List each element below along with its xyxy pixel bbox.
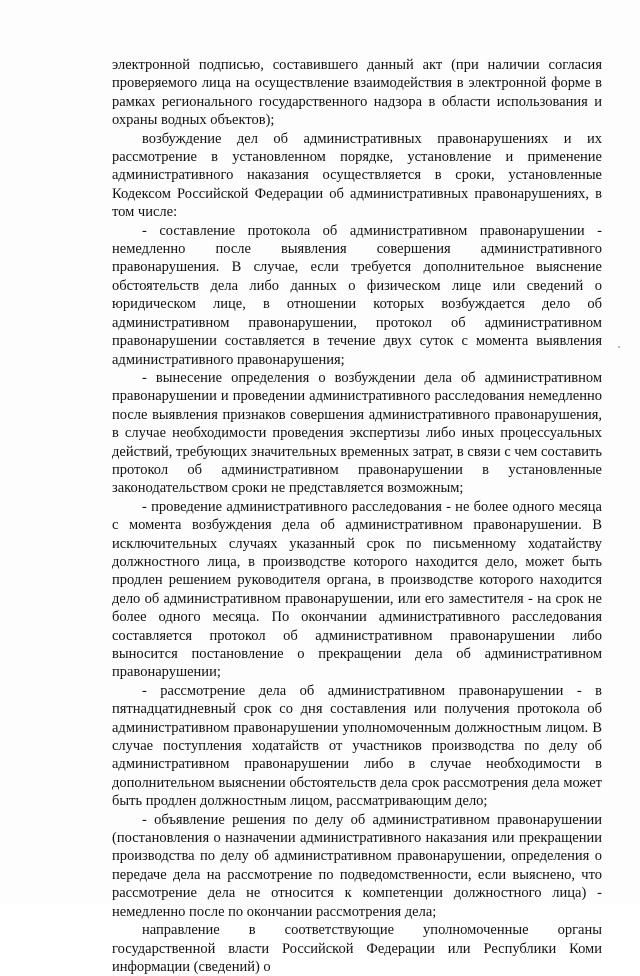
paragraph: - проведение административного расследования - не более одного месяца с момента возбуждения дела об административном правонарушении. В исключительных случаях указанный срок по письменному ходатайству должностного лица, в производстве которого находится дело, может быть продлен решением руководителя органа, в производстве которого находится дело об административном правонарушении, или его заместителя - на срок не более одного месяца. По окончании административного расследования составляется протокол об административном правонарушении либо выносится постановление о прекращении дела об административном правонарушении; — [112, 498, 602, 681]
paragraph: электронной подписью, составившего данный акт (при наличии согласия проверяемого лица на осуществление взаимодействия в электронной форме в рамках регионального государственного надзора в области использования и охраны водных объектов); — [112, 57, 602, 129]
paragraph: - рассмотрение дела об административном правонарушении - в пятнадцатидневный срок со дня составления или получения протокола об административном правонарушении уполномоченным должностным лицом. В случае поступления ходатайств от участников производства по делу об административном правонарушении либо в случае необходимости в дополнительном выяснении обстоятельств дела срок рассмотрения дела может быть продлен должностным лицом, рассматривающим дело; — [112, 682, 602, 810]
paragraph: направление в соответствующие уполномоченные органы государственной власти Российской Федерации или Республики Коми информации (сведений) о — [112, 922, 602, 975]
paragraph: - составление протокола об административном правонарушении - немедленно после выявления совершения административного правонарушения. В случае, если требуется дополнительное выяснение обстоятельств дела либо данных о физическом лице или сведений о юридическом лице, в отношении которых возбуждается дело об административном правонарушении, протокол об административном правонарушении составляется в течение двух суток с момента выявления административного правонарушения; — [112, 222, 602, 368]
document-body — [112, 56, 602, 976]
scan-speck — [618, 346, 620, 348]
paragraph: возбуждение дел об административных правонарушениях и их рассмотрение в установленном порядке, установление и применение административного наказания осуществляется в сроки, установленные Кодексом Российской Федерации об административных правонарушениях, в том числе: — [112, 130, 602, 221]
paragraph: - вынесение определения о возбуждении дела об административном правонарушении и проведении административного расследования немедленно после выявления признаков совершения административного правонарушения, в случае необходимости проведения экспертизы либо иных процессуальных действий, требующих значительных временных затрат, в связи с чем составить протокол об административном правонарушении в установленные законодательством сроки не представляется возможным; — [112, 369, 602, 497]
paragraph: - объявление решения по делу об административном правонарушении (постановления о назначении административного наказания или прекращении производства по делу об административном правонарушении, определения о передаче дела на рассмотрение по подведомственности, если выяснено, что рассмотрение дела не относится к компетенции должностного лица) - немедленно после по окончании рассмотрения дела; — [112, 811, 602, 920]
